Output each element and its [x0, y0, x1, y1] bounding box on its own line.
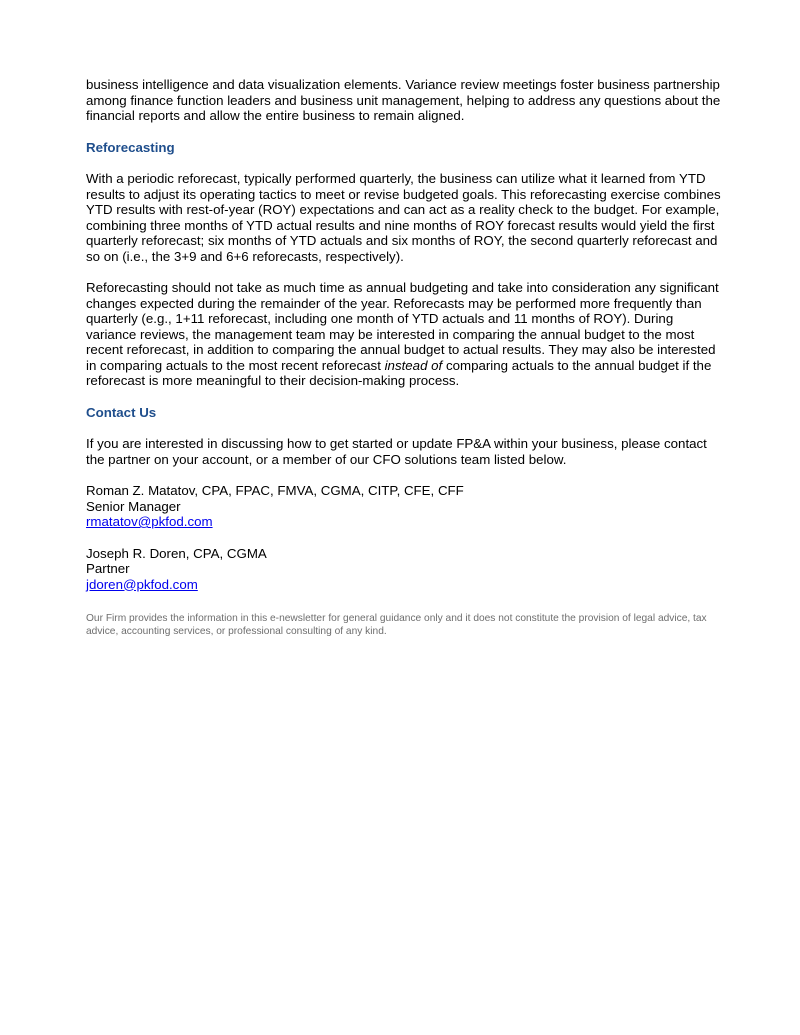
reforecasting-paragraph-2-text-b: comparing actuals to the annual budget if the reforecast is more meaningful to their decision-making process.: [86, 357, 712, 388]
contact-email-link[interactable]: rmatatov@pkfod.com: [86, 514, 213, 529]
contact-email-link[interactable]: jdoren@pkfod.com: [86, 576, 198, 592]
contact-title: Senior Manager: [86, 498, 181, 514]
contact-title: Partner: [86, 561, 130, 576]
contact-name: Roman Z. Matatov, CPA, FPAC, FMVA, CGMA, CITP, CFE, CFF: [86, 483, 464, 498]
document-page: [86, 77, 722, 638]
contact-name: Joseph R. Doren, CPA, CGMA: [86, 545, 267, 561]
contact-card-matatov: [86, 483, 722, 530]
contact-heading: Contact Us: [86, 404, 157, 420]
intro-paragraph: business intelligence and data visualization elements. Variance review meetings foster business partnership among finance function leaders and business unit management, helping to address any questions about the financial reports and allow the entire business to remain aligned.: [86, 77, 721, 123]
reforecasting-paragraph-1: With a periodic reforecast, typically performed quarterly, the business can utilize what it learned from YTD results to adjust its operating tactics to meet or revise budgeted goals. This reforecasting exercise combines YTD results with rest-of-year (ROY) expectations and can act as a reality check to the budget. For example, combining three months of YTD actual results and nine months of ROY forecast results would yield the first quarterly reforecast; six months of YTD actuals and six months of ROY, the second quarterly reforecast and so on (i.e., the 3+9 and 6+6 reforecasts, respectively).: [86, 171, 721, 264]
contact-card-doren: [86, 546, 722, 593]
reforecasting-heading: Reforecasting: [86, 139, 175, 155]
reforecasting-paragraph-2: [86, 280, 722, 389]
disclaimer-text: Our Firm provides the information in this e-newsletter for general guidance only and it does not constitute the provision of legal advice, tax advice, accounting services, or professional consulting of any kind.: [86, 613, 707, 637]
reforecasting-paragraph-2-text-a: Reforecasting should not take as much time as annual budgeting and take into consideration any significant changes expected during the remainder of the year. Reforecasts may be performed more frequently than quarterly (e.g., 1+11 reforecast, including one month of YTD actuals and 11 months of ROY). During variance reviews, the management team may be interested in comparing the annual budget to the most recent reforecast, in addition to comparing the annual budget to actual results. They may also be interested in comparing actuals to the most recent reforecast: [86, 280, 719, 373]
contact-paragraph: If you are interested in discussing how to get started or update FP&A within your business, please contact the partner on your account, or a member of our CFO solutions team listed below.: [86, 436, 707, 467]
reforecasting-paragraph-2-emphasis: instead of: [384, 357, 443, 373]
